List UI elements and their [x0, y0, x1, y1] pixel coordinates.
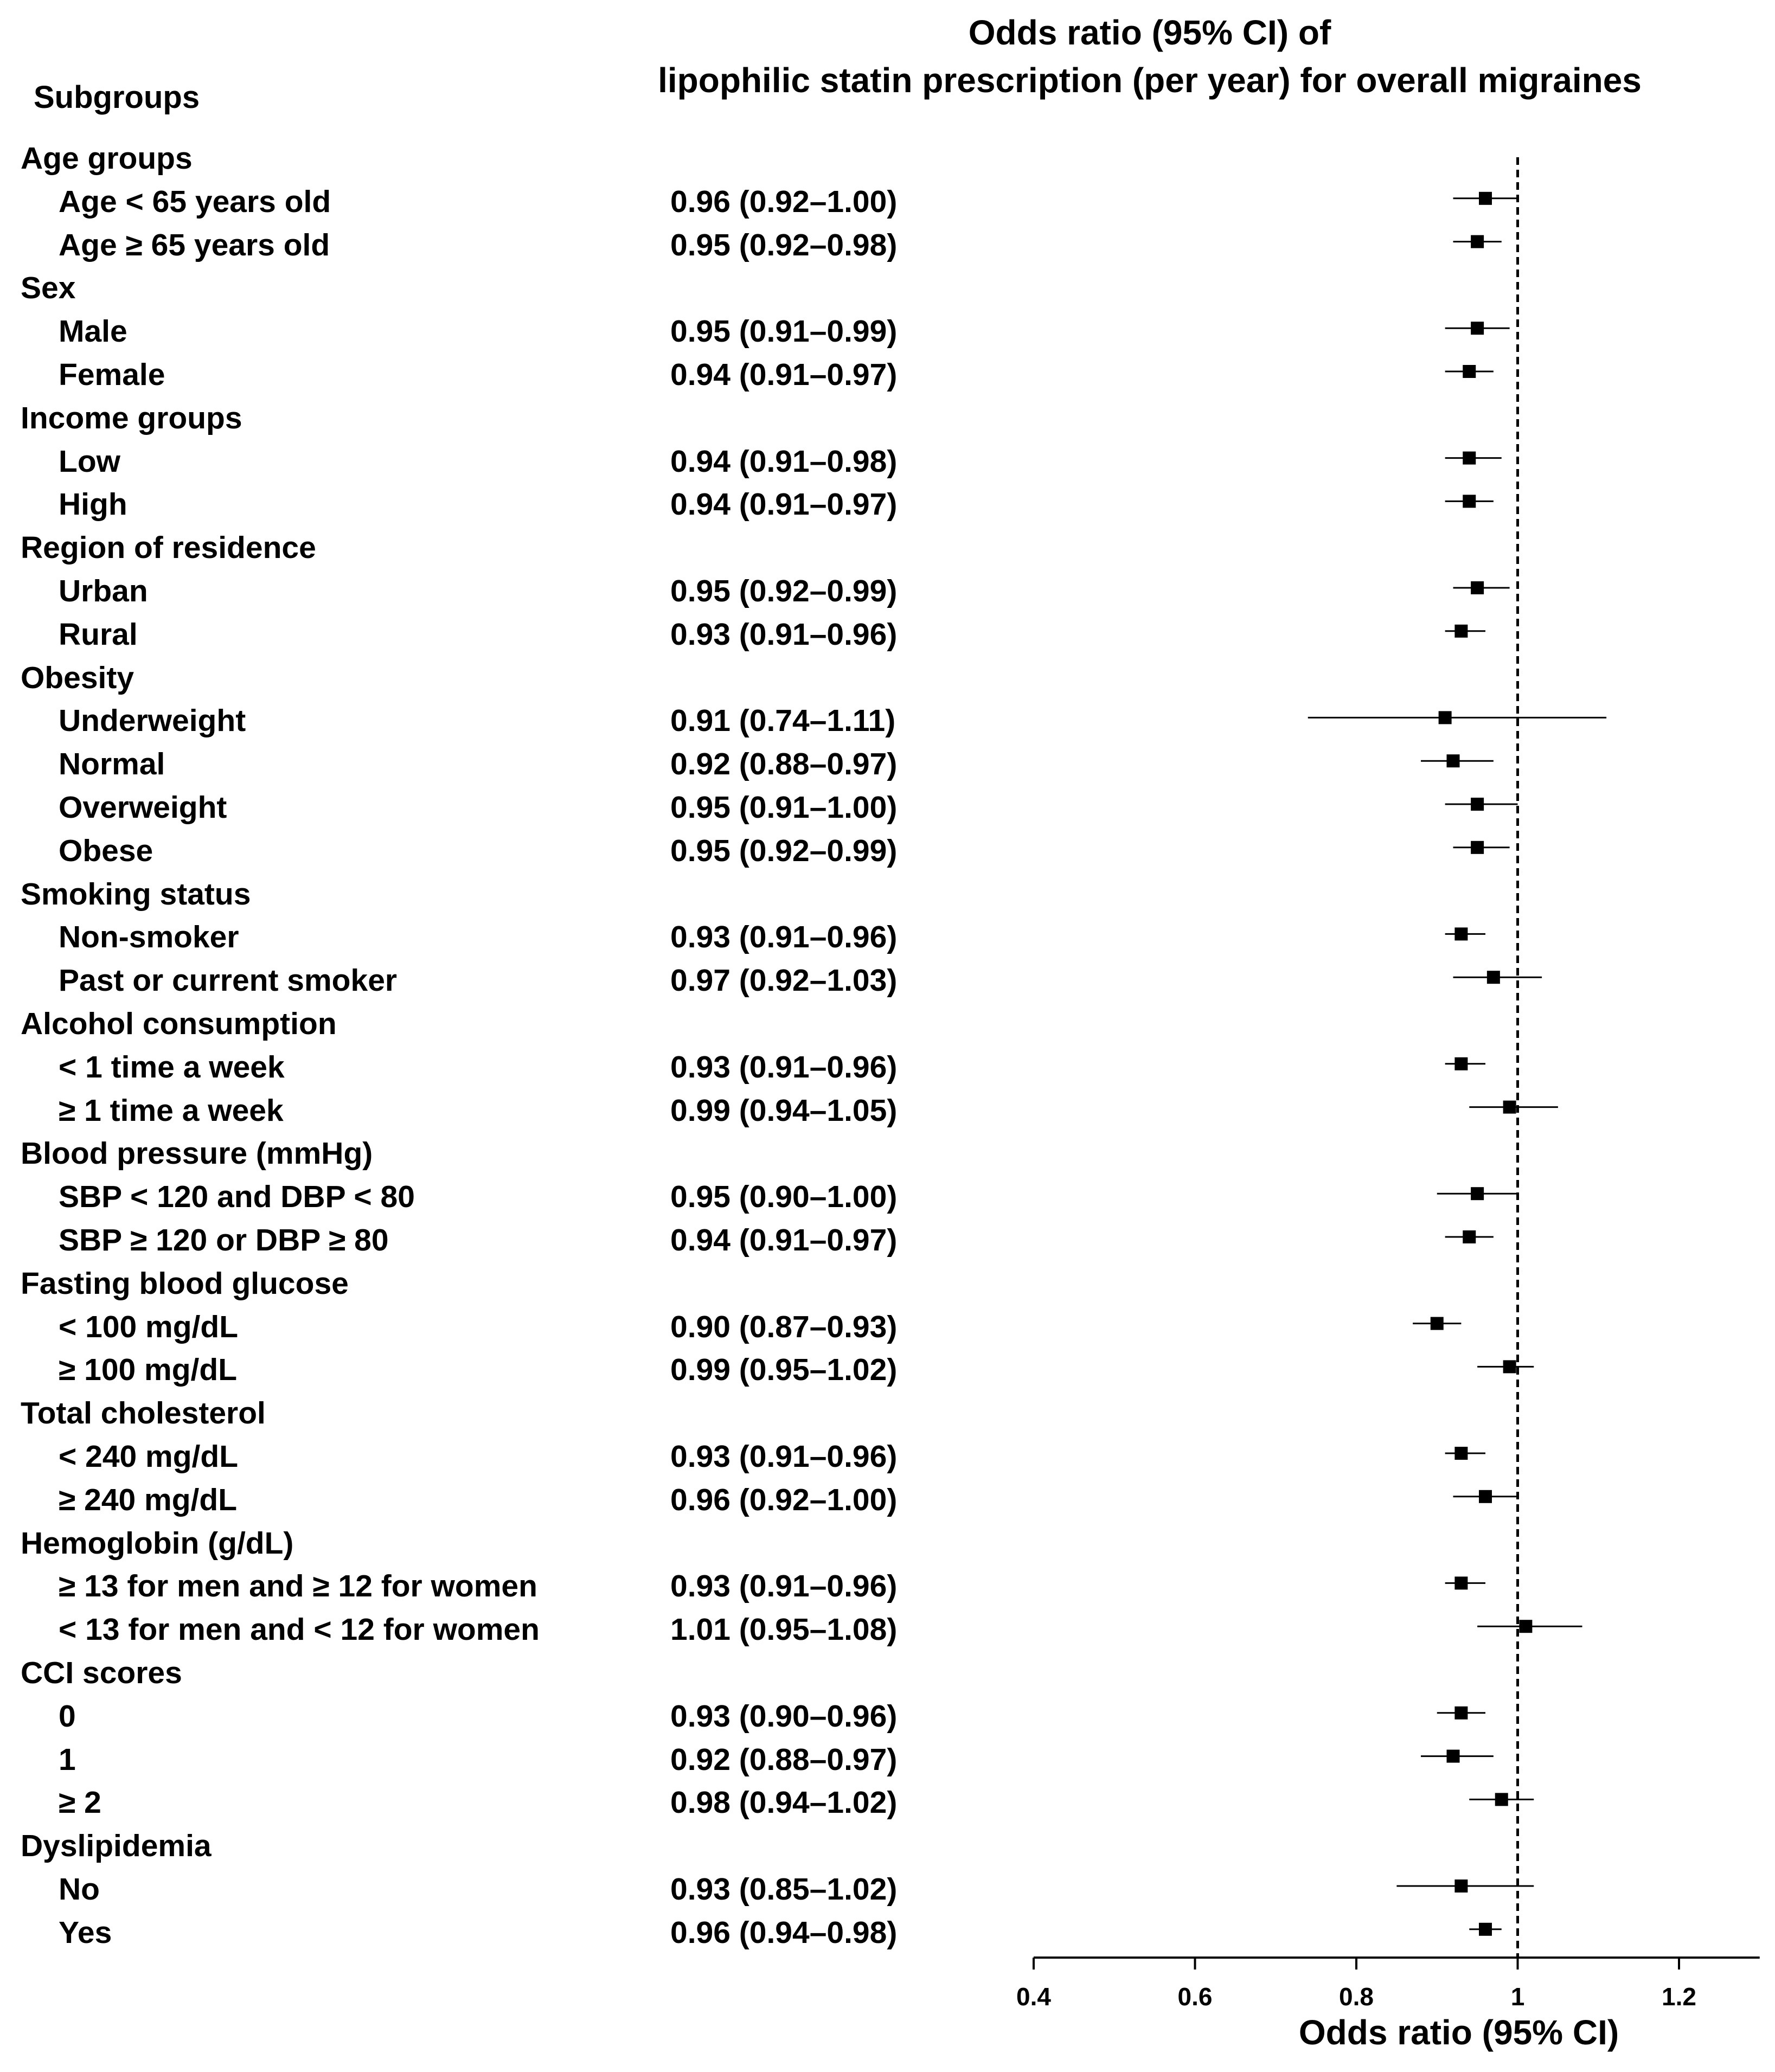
subgroup-label: Overweight — [59, 790, 227, 825]
odds-ratio-ci-text: 0.91 (0.74–1.11) — [670, 703, 896, 739]
subgroup-label: < 1 time a week — [59, 1049, 285, 1085]
odds-ratio-point — [1447, 754, 1460, 767]
subgroup-label: Yes — [59, 1915, 112, 1950]
odds-ratio-point — [1454, 1707, 1468, 1720]
subgroup-label: Age ≥ 65 years old — [59, 227, 330, 262]
odds-ratio-ci-text: 0.97 (0.92–1.03) — [670, 963, 898, 998]
subgroup-label: < 100 mg/dL — [59, 1309, 239, 1344]
odds-ratio-point — [1471, 322, 1484, 335]
odds-ratio-point — [1463, 365, 1476, 378]
odds-ratio-ci-text: 0.95 (0.92–0.98) — [670, 227, 898, 262]
odds-ratio-ci-text: 0.93 (0.91–0.96) — [670, 1569, 898, 1604]
odds-ratio-point — [1454, 625, 1468, 638]
subgroup-label: Low — [59, 444, 120, 479]
odds-ratio-point — [1519, 1620, 1532, 1633]
subgroups-column-header: Subgroups — [34, 80, 200, 115]
subgroup-label: Male — [59, 314, 127, 349]
subgroup-label: Female — [59, 357, 165, 392]
odds-ratio-point — [1463, 1230, 1476, 1243]
odds-ratio-ci-text: 0.95 (0.91–1.00) — [670, 790, 898, 825]
subgroup-header: Alcohol consumption — [21, 1006, 337, 1041]
subgroup-header: Smoking status — [21, 876, 251, 912]
odds-ratio-point — [1503, 1360, 1516, 1373]
odds-ratio-ci-text: 0.94 (0.91–0.97) — [670, 1223, 898, 1258]
chart-title: Odds ratio (95% CI) of — [968, 13, 1331, 52]
odds-ratio-ci-text: 0.93 (0.91–0.96) — [670, 920, 898, 955]
subgroup-header: Fasting blood glucose — [21, 1266, 349, 1301]
subgroup-label: ≥ 2 — [59, 1785, 101, 1820]
chart-subtitle: lipophilic statin prescription (per year) for overall migraines — [658, 61, 1642, 100]
subgroup-label: Non-smoker — [59, 920, 239, 955]
odds-ratio-point — [1503, 1101, 1516, 1114]
subgroup-label: ≥ 1 time a week — [59, 1093, 284, 1128]
subgroup-header: Total cholesterol — [21, 1396, 266, 1431]
odds-ratio-point — [1454, 1576, 1468, 1589]
subgroup-label: ≥ 13 for men and ≥ 12 for women — [59, 1569, 537, 1604]
x-tick-label: 0.4 — [1016, 1983, 1051, 2011]
subgroup-label: Rural — [59, 617, 138, 652]
odds-ratio-ci-text: 0.98 (0.94–1.02) — [670, 1785, 898, 1820]
odds-ratio-ci-text: 0.94 (0.91–0.98) — [670, 444, 898, 479]
odds-ratio-point — [1495, 1793, 1508, 1806]
odds-ratio-ci-text: 0.93 (0.91–0.96) — [670, 1049, 898, 1085]
subgroup-header: Age groups — [21, 141, 193, 176]
odds-ratio-point — [1454, 1447, 1468, 1460]
odds-ratio-point — [1479, 1923, 1492, 1936]
odds-ratio-ci-text: 0.94 (0.91–0.97) — [670, 357, 898, 392]
odds-ratio-ci-text: 0.93 (0.91–0.96) — [670, 617, 898, 652]
subgroup-label: SBP < 120 and DBP < 80 — [59, 1179, 415, 1215]
subgroup-label: Underweight — [59, 703, 246, 739]
odds-ratio-point — [1471, 841, 1484, 854]
subgroup-header: Region of residence — [21, 530, 316, 566]
odds-ratio-ci-text: 0.96 (0.94–0.98) — [670, 1915, 898, 1950]
subgroup-label: 0 — [59, 1698, 76, 1734]
odds-ratio-point — [1487, 971, 1500, 984]
odds-ratio-point — [1454, 1879, 1468, 1893]
x-axis-label: Odds ratio (95% CI) — [1298, 2013, 1619, 2052]
odds-ratio-ci-text: 0.95 (0.91–0.99) — [670, 314, 898, 349]
odds-ratio-ci-text: 0.96 (0.92–1.00) — [670, 184, 898, 219]
odds-ratio-ci-text: 0.95 (0.92–0.99) — [670, 574, 898, 608]
subgroup-label: ≥ 100 mg/dL — [59, 1352, 238, 1388]
x-tick-label: 1.2 — [1662, 1983, 1696, 2011]
odds-ratio-point — [1471, 581, 1484, 594]
odds-ratio-ci-text: 0.92 (0.88–0.97) — [670, 747, 898, 782]
subgroup-label: ≥ 240 mg/dL — [59, 1482, 238, 1517]
odds-ratio-ci-text: 0.93 (0.85–1.02) — [670, 1872, 898, 1907]
x-tick-label: 0.6 — [1177, 1983, 1213, 2011]
subgroup-header: Hemoglobin (g/dL) — [21, 1525, 294, 1561]
odds-ratio-point — [1471, 798, 1484, 811]
subgroup-header: Blood pressure (mmHg) — [21, 1136, 373, 1171]
subgroup-label: 1 — [59, 1742, 76, 1777]
odds-ratio-point — [1431, 1317, 1444, 1330]
odds-ratio-point — [1463, 452, 1476, 465]
odds-ratio-ci-text: 1.01 (0.95–1.08) — [670, 1612, 898, 1647]
odds-ratio-point — [1454, 1057, 1468, 1070]
odds-ratio-ci-text: 0.95 (0.90–1.00) — [670, 1179, 898, 1215]
odds-ratio-ci-text: 0.95 (0.92–0.99) — [670, 833, 898, 868]
subgroup-label: SBP ≥ 120 or DBP ≥ 80 — [59, 1223, 389, 1258]
odds-ratio-point — [1471, 1187, 1484, 1200]
subgroup-label: < 240 mg/dL — [59, 1439, 239, 1474]
subgroup-label: No — [59, 1872, 100, 1907]
odds-ratio-ci-text: 0.94 (0.91–0.97) — [670, 487, 898, 522]
subgroup-header: Obesity — [21, 660, 134, 695]
odds-ratio-point — [1454, 927, 1468, 940]
x-tick-label: 1 — [1510, 1983, 1525, 2011]
odds-ratio-ci-text: 0.90 (0.87–0.93) — [670, 1309, 898, 1344]
subgroup-label: < 13 for men and < 12 for women — [59, 1612, 540, 1647]
odds-ratio-point — [1463, 495, 1476, 508]
subgroup-label: Obese — [59, 833, 153, 868]
subgroup-header: Income groups — [21, 400, 242, 435]
odds-ratio-point — [1479, 192, 1492, 205]
odds-ratio-point — [1447, 1750, 1460, 1763]
odds-ratio-point — [1479, 1490, 1492, 1503]
odds-ratio-ci-text: 0.96 (0.92–1.00) — [670, 1482, 898, 1517]
odds-ratio-ci-text: 0.99 (0.95–1.02) — [670, 1352, 898, 1388]
odds-ratio-ci-text: 0.92 (0.88–0.97) — [670, 1742, 898, 1777]
x-tick-label: 0.8 — [1339, 1983, 1374, 2011]
odds-ratio-ci-text: 0.93 (0.91–0.96) — [670, 1439, 898, 1474]
subgroup-label: Past or current smoker — [59, 963, 398, 998]
subgroup-label: Age < 65 years old — [59, 184, 331, 219]
subgroup-header: Dyslipidemia — [21, 1829, 212, 1864]
odds-ratio-ci-text: 0.93 (0.90–0.96) — [670, 1698, 898, 1734]
subgroup-label: Urban — [59, 574, 148, 608]
subgroup-header: CCI scores — [21, 1656, 182, 1690]
subgroup-label: Normal — [59, 747, 165, 782]
odds-ratio-ci-text: 0.99 (0.94–1.05) — [670, 1093, 898, 1128]
odds-ratio-point — [1439, 711, 1452, 724]
subgroup-label: High — [59, 487, 127, 522]
odds-ratio-point — [1471, 235, 1484, 248]
subgroup-header: Sex — [21, 271, 76, 306]
